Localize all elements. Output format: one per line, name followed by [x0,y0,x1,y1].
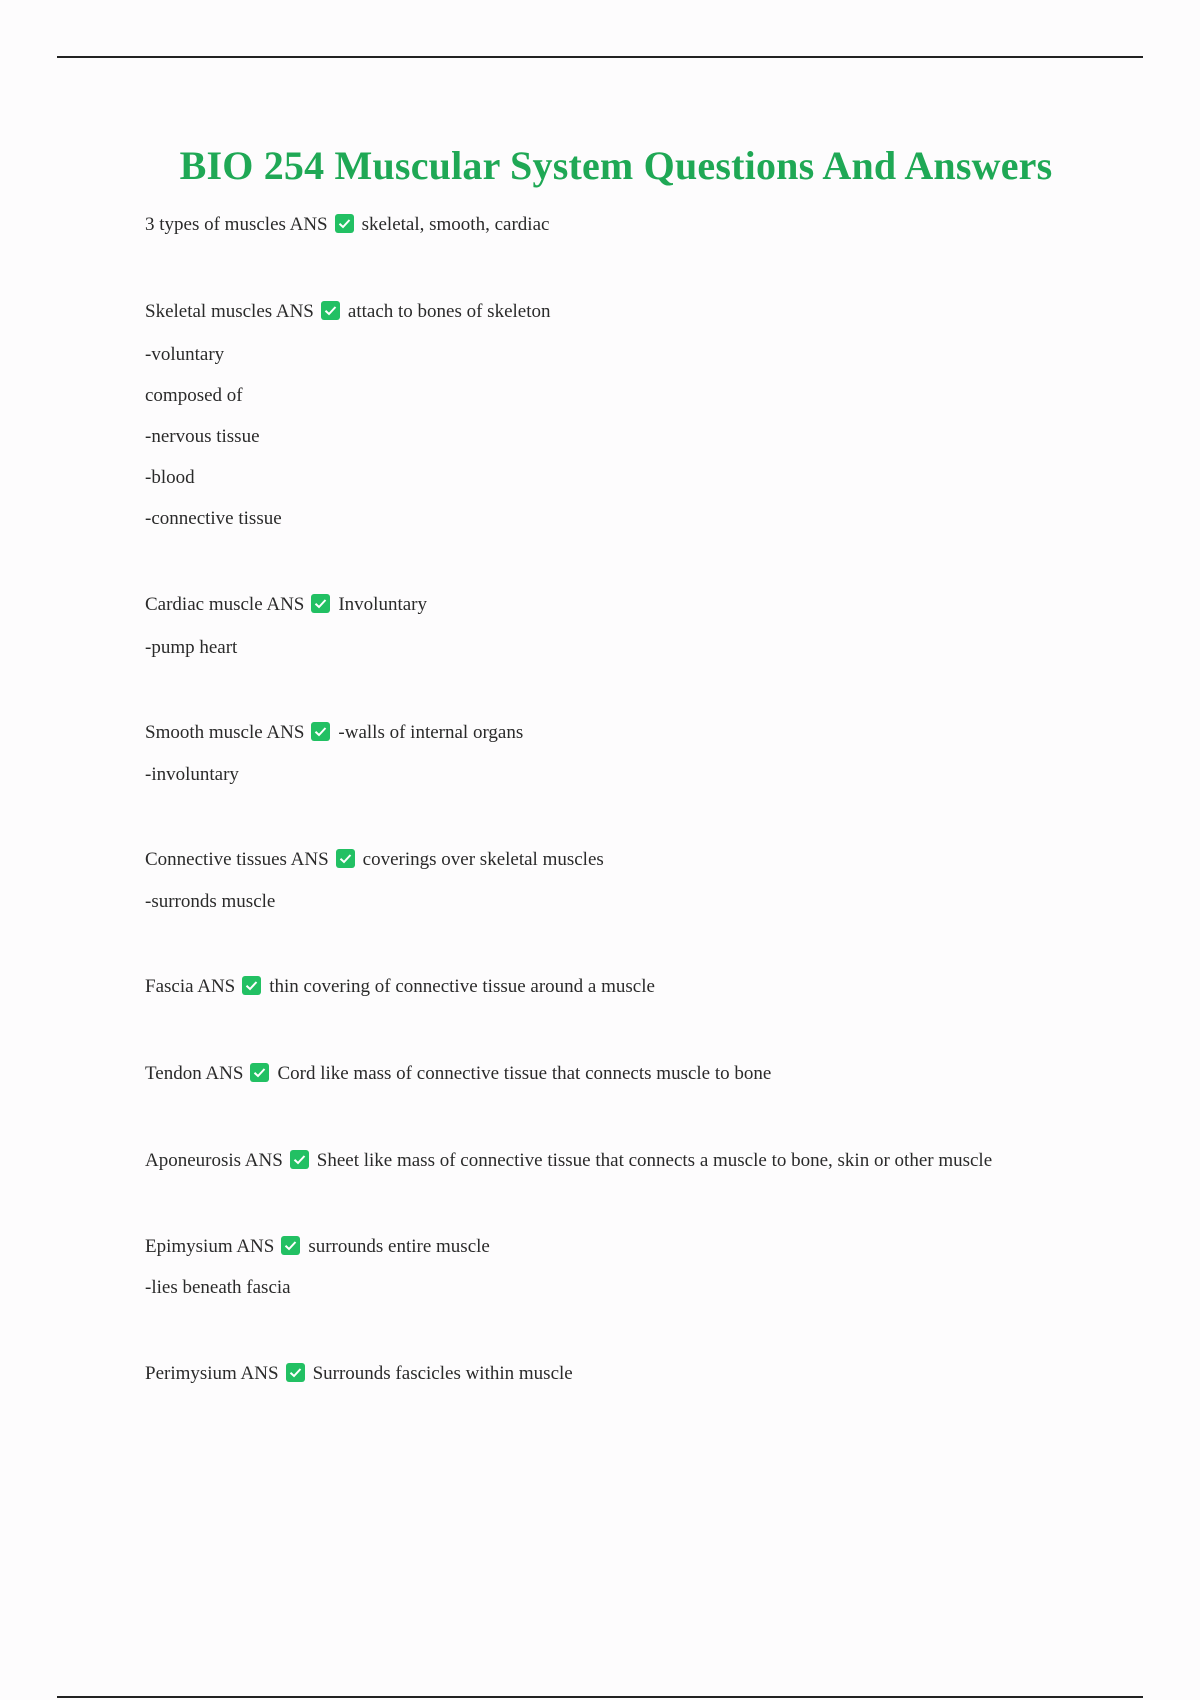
qa-answer: Surrounds fascicles within muscle [312,1363,573,1384]
qa-detail-line: -blood [145,467,195,488]
qa-question-line [145,976,1105,998]
qa-question-line [145,722,1105,744]
check-mark-icon [311,722,330,741]
qa-term: Smooth muscle ANS [145,722,305,743]
qa-answer: surrounds entire muscle [308,1236,490,1257]
qa-entry [145,1150,1105,1172]
qa-answer: attach to bones of skeleton [347,301,551,322]
qa-entry [145,1363,1105,1385]
qa-question-line [145,1063,1105,1085]
qa-answer: Involuntary [338,594,428,615]
qa-detail-line: -involuntary [145,764,239,785]
qa-answer: Cord like mass of connective tissue that connects muscle to bone [277,1063,772,1084]
check-mark-icon [286,1363,305,1382]
qa-term: Cardiac muscle ANS [145,594,305,615]
qa-term: Connective tissues ANS [145,849,329,870]
qa-term: Skeletal muscles ANS [145,301,314,322]
check-mark-icon [250,1063,269,1082]
qa-detail-line: -connective tissue [145,508,282,529]
qa-entry [145,976,1105,998]
qa-question-line [145,849,1105,871]
qa-term: Aponeurosis ANS [145,1150,283,1171]
qa-entry [145,849,1105,913]
check-mark-icon [336,849,355,868]
qa-detail-line: -voluntary [145,344,225,365]
qa-term: Tendon ANS [145,1063,244,1084]
check-mark-icon [290,1150,309,1169]
qa-question-line [145,301,1105,323]
qa-detail-line: -lies beneath fascia [145,1277,291,1298]
qa-answer: Sheet like mass of connective tissue that connects a muscle to bone, skin or other muscle [316,1150,993,1171]
check-mark-icon [281,1236,300,1255]
check-mark-icon [321,301,340,320]
qa-detail-line: -nervous tissue [145,426,260,447]
qa-term: Perimysium ANS [145,1363,279,1384]
footer-rule [57,1696,1143,1698]
qa-question-line [145,1363,1105,1385]
qa-answer: -walls of internal organs [338,722,524,743]
qa-entry [145,301,1105,530]
qa-detail-line: -pump heart [145,637,238,658]
qa-entry [145,722,1105,786]
qa-entry [145,214,1105,236]
document-title: BIO 254 Muscular System Questions And Answers [179,143,1053,188]
check-mark-icon [335,214,354,233]
qa-entry [145,1236,1105,1299]
qa-detail-line: composed of [145,385,243,406]
qa-answer: skeletal, smooth, cardiac [361,214,550,235]
qa-answer: thin covering of connective tissue around a muscle [269,976,655,997]
header-rule [57,56,1143,58]
qa-term: Fascia ANS [145,976,236,997]
check-mark-icon [242,976,261,995]
qa-answer: coverings over skeletal muscles [362,849,604,870]
qa-question-line [145,1150,1105,1172]
qa-question-line [145,1236,1105,1258]
qa-term: Epimysium ANS [145,1236,275,1257]
qa-entry [145,594,1105,659]
qa-term: 3 types of muscles ANS [145,214,328,235]
check-mark-icon [311,594,330,613]
qa-question-line [145,594,1105,616]
qa-detail-line: -surronds muscle [145,891,276,912]
qa-entry [145,1063,1105,1085]
qa-question-line [145,214,1105,236]
